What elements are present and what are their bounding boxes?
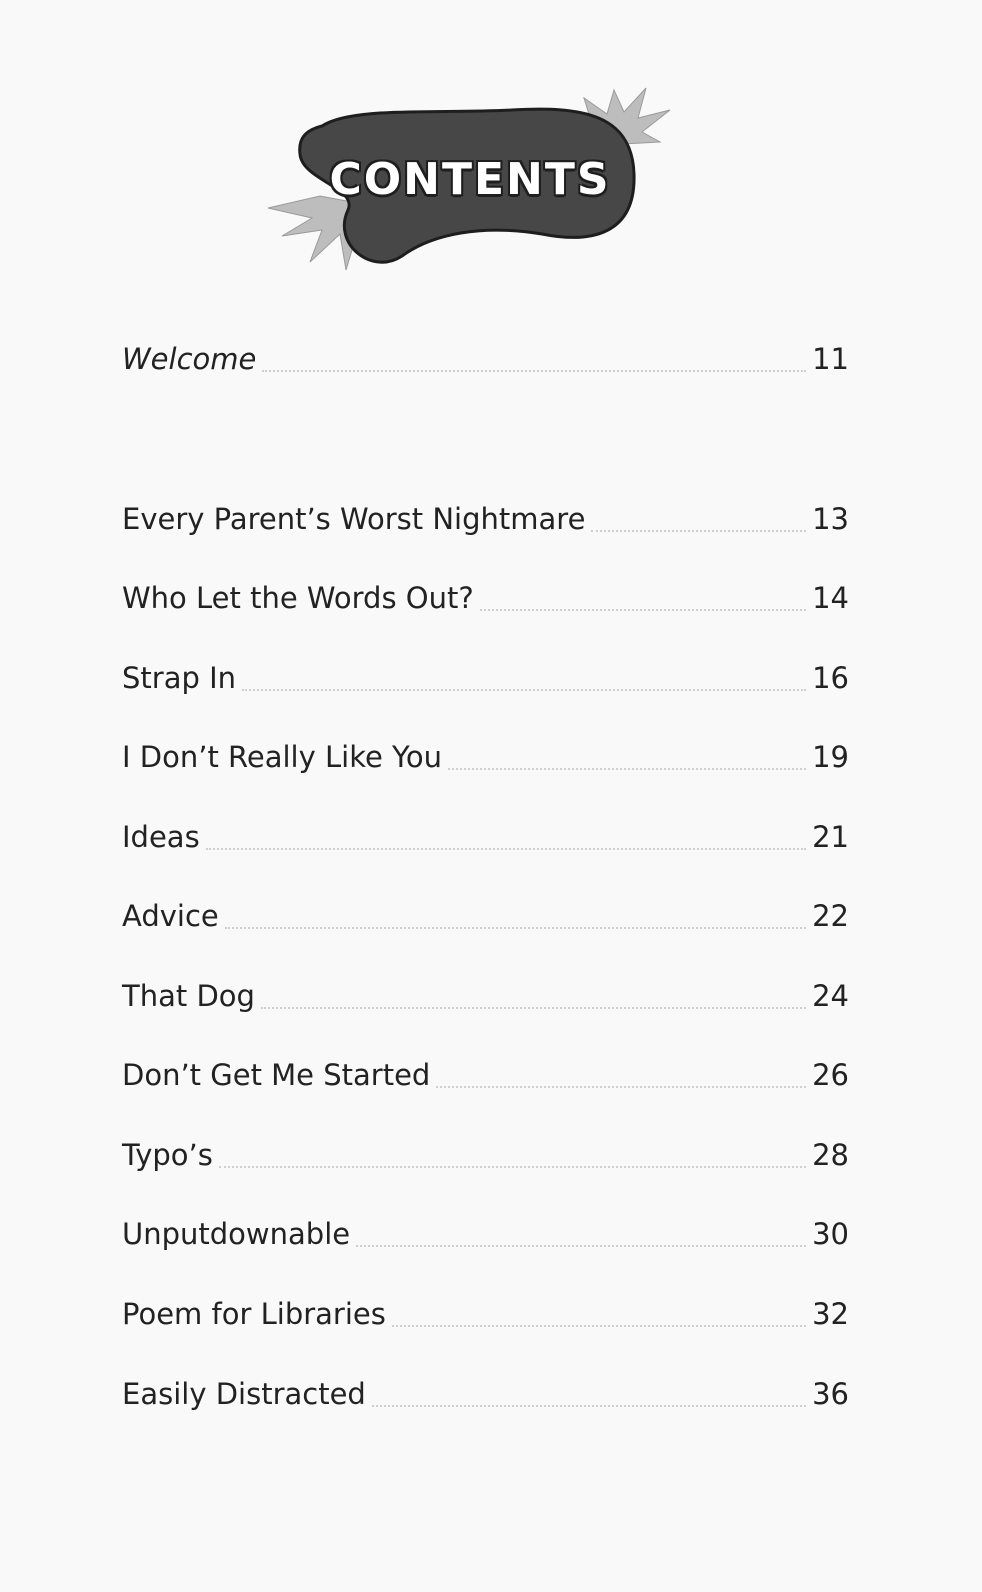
- toc-entry-title: Welcome: [122, 342, 257, 376]
- dot-leader: [261, 1006, 806, 1009]
- dot-leader: [436, 1085, 806, 1088]
- toc-entry-title: Every Parent’s Worst Nightmare: [122, 502, 586, 536]
- toc-entry-page: 13: [812, 502, 849, 536]
- toc-entry[interactable]: [122, 1138, 849, 1178]
- dot-leader: [591, 529, 806, 532]
- toc-entry[interactable]: [122, 661, 849, 701]
- toc-entry[interactable]: [122, 899, 849, 939]
- toc-entry-title: That Dog: [122, 979, 255, 1013]
- toc-entry-title: Easily Distracted: [122, 1377, 366, 1411]
- toc-entry-page: 11: [812, 342, 849, 376]
- toc-entry[interactable]: [122, 581, 849, 621]
- toc-entry-page: 21: [812, 820, 849, 854]
- dot-leader: [262, 369, 806, 372]
- toc-entry-page: 30: [812, 1217, 849, 1251]
- dot-leader: [356, 1244, 806, 1247]
- toc-entry-page: 24: [812, 979, 849, 1013]
- toc-entry-page: 14: [812, 581, 849, 615]
- toc-entry-title: Unputdownable: [122, 1217, 351, 1251]
- toc-entry-page: 26: [812, 1058, 849, 1092]
- toc-entry[interactable]: [122, 1377, 849, 1417]
- dot-leader: [206, 847, 806, 850]
- toc-entry[interactable]: [122, 740, 849, 780]
- toc-entry-page: 19: [812, 740, 849, 774]
- toc-entry-title: Strap In: [122, 661, 237, 695]
- dot-leader: [392, 1324, 806, 1327]
- toc-entry-title: Typo’s: [122, 1138, 213, 1172]
- toc-entry-title: Ideas: [122, 820, 200, 854]
- toc-entry-page: 22: [812, 899, 849, 933]
- dot-leader: [242, 688, 806, 691]
- toc-entry[interactable]: [122, 502, 849, 542]
- toc-entry[interactable]: [122, 1217, 849, 1257]
- toc-entry-title: Who Let the Words Out?: [122, 581, 474, 615]
- toc-entry-page: 36: [812, 1377, 849, 1411]
- toc-entry-page: 32: [812, 1297, 849, 1331]
- dot-leader: [448, 767, 806, 770]
- toc-entry-title: I Don’t Really Like You: [122, 740, 443, 774]
- contents-heading: CONTENTS: [329, 154, 611, 205]
- toc-entry[interactable]: [122, 1058, 849, 1098]
- toc-entry[interactable]: [122, 1297, 849, 1337]
- toc-entry-page: 16: [812, 661, 849, 695]
- toc-entry[interactable]: [122, 820, 849, 860]
- toc-entry-title: Poem for Libraries: [122, 1297, 386, 1331]
- dot-leader: [372, 1404, 806, 1407]
- toc-entry-welcome[interactable]: [122, 342, 849, 382]
- dot-leader: [480, 608, 806, 611]
- toc-entry-page: 28: [812, 1138, 849, 1172]
- toc-entry[interactable]: [122, 979, 849, 1019]
- toc-entry-title: Advice: [122, 899, 219, 933]
- toc-entry-title: Don’t Get Me Started: [122, 1058, 431, 1092]
- dot-leader: [225, 926, 806, 929]
- dot-leader: [219, 1165, 806, 1168]
